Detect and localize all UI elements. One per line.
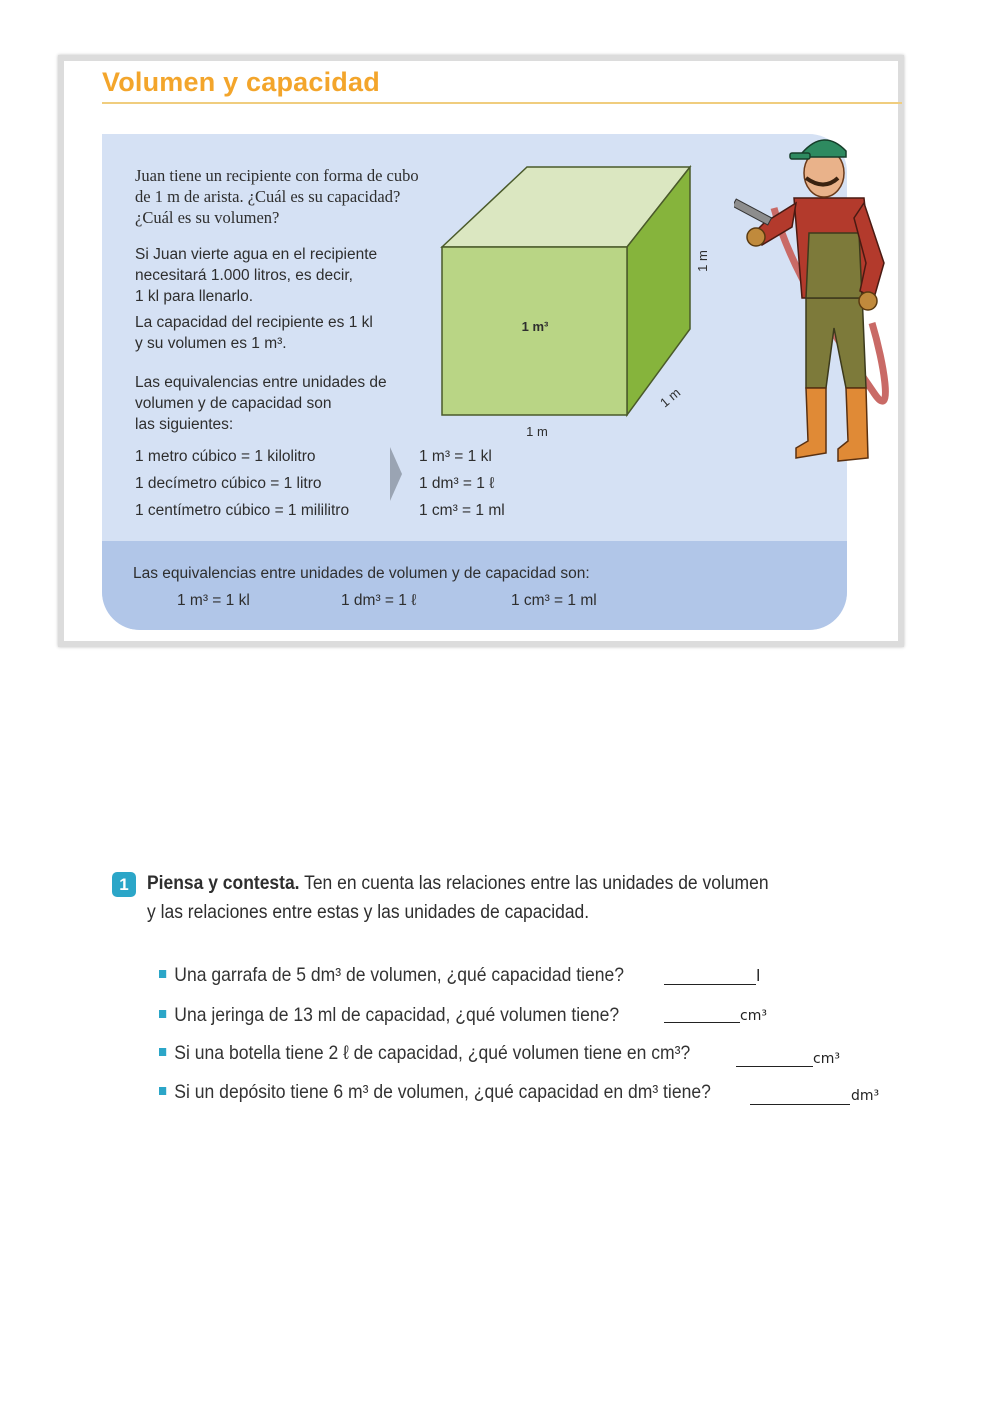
question-item [159,1081,711,1104]
question-item [159,964,624,987]
answer-unit: dm³ [851,1088,880,1104]
question-item [159,1042,690,1065]
intro-line: Juan tiene un recipiente con forma de cubo [135,166,419,185]
summary-text: Las equivalencias entre unidades de volumen y de capacidad son: [133,565,590,582]
exercise-title-rest: Ten en cuenta las relaciones entre las unidades de volumen [299,873,769,894]
question-text: Una garrafa de 5 dm³ de volumen, ¿qué capacidad tiene? [174,964,625,986]
question-text: Si una botella tiene 2 ℓ de capacidad, ¿qué volumen tiene en cm³? [174,1042,691,1064]
cube-bottom-label: 1 m [526,424,548,439]
bullet-icon [159,1087,166,1095]
capacity-text [135,312,373,354]
pour-line: 1 kl para llenarlo. [135,288,254,305]
bullet-icon [159,1048,166,1056]
title-underline [102,102,902,104]
pour-text [135,244,377,307]
cube-face-label: 1 m³ [521,319,549,334]
summary-item: 1 cm³ = 1 ml [511,592,597,609]
answer-blank[interactable] [736,1066,813,1067]
capacity-line: y su volumen es 1 m³. [135,335,287,352]
equivalence-word: 1 metro cúbico = 1 kilolitro [135,448,316,465]
summary-item: 1 m³ = 1 kl [177,592,250,609]
cube-diagram [407,161,727,451]
capacity-line: La capacidad del recipiente es 1 kl [135,314,373,331]
equivalence-symbol: 1 cm³ = 1 ml [419,502,505,519]
farmer-illustration [734,123,904,473]
question-text: Una jeringa de 13 ml de capacidad, ¿qué volumen tiene? [174,1004,620,1026]
answer-blank[interactable] [664,1022,740,1023]
cube-height-label: 1 m [695,250,710,272]
intro-line: ¿Cuál es su volumen? [135,208,280,227]
pour-line: necesitará 1.000 litros, es decir, [135,267,353,284]
exercise-title [147,869,883,927]
equiv-intro-line: Las equivalencias entre unidades de [135,374,387,391]
answer-blank[interactable] [750,1104,850,1105]
exercise-title-line2: y las relaciones entre estas y las unidades de capacidad. [147,902,590,923]
question-item [159,1004,619,1027]
exercise-title-bold: Piensa y contesta. [147,873,300,894]
equiv-intro-line: volumen y de capacidad son [135,395,332,412]
intro-text [135,165,419,228]
equivalence-word: 1 centímetro cúbico = 1 mililitro [135,502,350,519]
bullet-icon [159,1010,166,1018]
summary-item: 1 dm³ = 1 ℓ [341,592,417,609]
intro-line: de 1 m de arista. ¿Cuál es su capacidad? [135,187,401,206]
equivalence-symbol: 1 dm³ = 1 ℓ [419,475,495,492]
equiv-intro-line: las siguientes: [135,416,234,433]
equivalence-symbol: 1 m³ = 1 kl [419,448,492,465]
arrow-icon [390,447,402,501]
equivalence-word: 1 decímetro cúbico = 1 litro [135,475,322,492]
lesson-title: Volumen y capacidad [102,67,380,97]
lesson-panel [58,55,904,647]
exercise-number-badge: 1 [112,872,136,897]
pour-line: Si Juan vierte agua en el recipiente [135,246,378,263]
summary-band [102,541,847,630]
answer-unit: cm³ [740,1008,767,1024]
answer-unit: l [756,966,761,985]
bullet-icon [159,970,166,978]
answer-blank[interactable] [664,984,756,985]
cube-depth-label: 1 m [656,384,684,411]
question-text: Si un depósito tiene 6 m³ de volumen, ¿qué capacidad en dm³ tiene? [174,1081,711,1103]
answer-unit: cm³ [813,1051,840,1067]
equiv-intro-text [135,372,387,435]
